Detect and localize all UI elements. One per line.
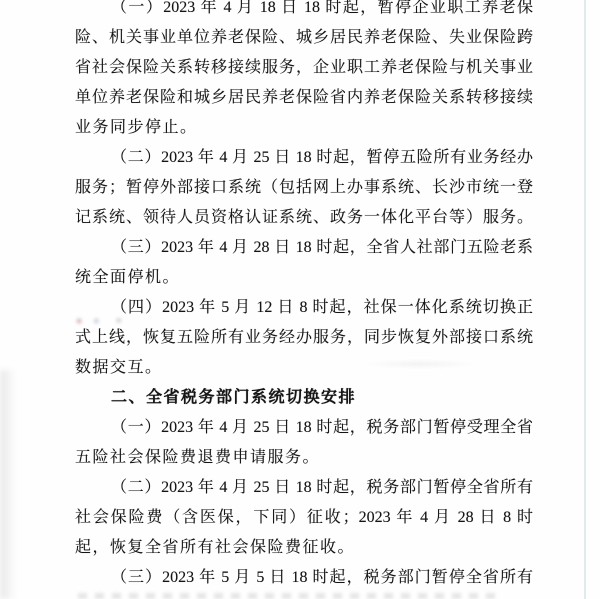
text-line: 险、机关事业单位养老保险、城乡居民养老保险、失业保险跨 xyxy=(75,29,533,46)
text-line: （三）2023 年 4 月 28 日 18 时起，全省人社部门五险老系 xyxy=(111,239,533,256)
text-line: （一）2023 年 4 月 25 日 18 时起，税务部门暂停受理全省 xyxy=(111,419,533,436)
text-line: 式上线，恢复五险所有业务经办服务，同步恢复外部接口系统 xyxy=(75,329,533,346)
text-line: 业务同步停止。 xyxy=(75,119,198,136)
section-heading: 二、全省税务部门系统切换安排 xyxy=(111,389,357,406)
text-line: （四）2023 年 5 月 12 日 8 时起，社保一体化系统切换正 xyxy=(111,299,533,316)
text-line: 五险社会保险费退费申请服务。 xyxy=(75,449,321,466)
text-line: 省社会保险关系转移接续服务，企业职工养老保险与机关事业 xyxy=(75,59,533,76)
text-line: 社会保险费（含医保，下同）征收；2023 年 4 月 28 日 8 时 xyxy=(75,509,533,526)
text-line: （一）2023 年 4 月 18 日 18 时起，暂停企业职工养老保 xyxy=(111,0,533,16)
text-line: 数据交互。 xyxy=(75,359,163,376)
scan-shadow-left xyxy=(0,370,16,599)
text-line: 服务；暂停外部接口系统（包括网上办事系统、长沙市统一登 xyxy=(75,179,533,196)
text-line: （二）2023 年 4 月 25 日 18 时起，暂停五险所有业务经办 xyxy=(111,149,533,166)
text-line: 统全面停机。 xyxy=(75,269,181,286)
scanner-artifact-line xyxy=(584,0,586,599)
text-line: 起，恢复全省所有社会保险费征收。 xyxy=(75,539,356,556)
text-line: 单位养老保险和城乡居民养老保险省内养老保险关系转移接续 xyxy=(75,89,533,106)
text-line: 记系统、领待人员资格认证系统、政务一体化平台等）服务。 xyxy=(75,209,533,226)
text-line: （二）2023 年 4 月 25 日 18 时起，税务部门暂停全省所有 xyxy=(111,479,533,496)
text-line: （三）2023 年 5 月 5 日 18 时起，税务部门暂停全省所有 xyxy=(111,569,533,586)
document-text-block xyxy=(75,0,533,593)
cut-off-bottom-text-line xyxy=(78,593,498,599)
